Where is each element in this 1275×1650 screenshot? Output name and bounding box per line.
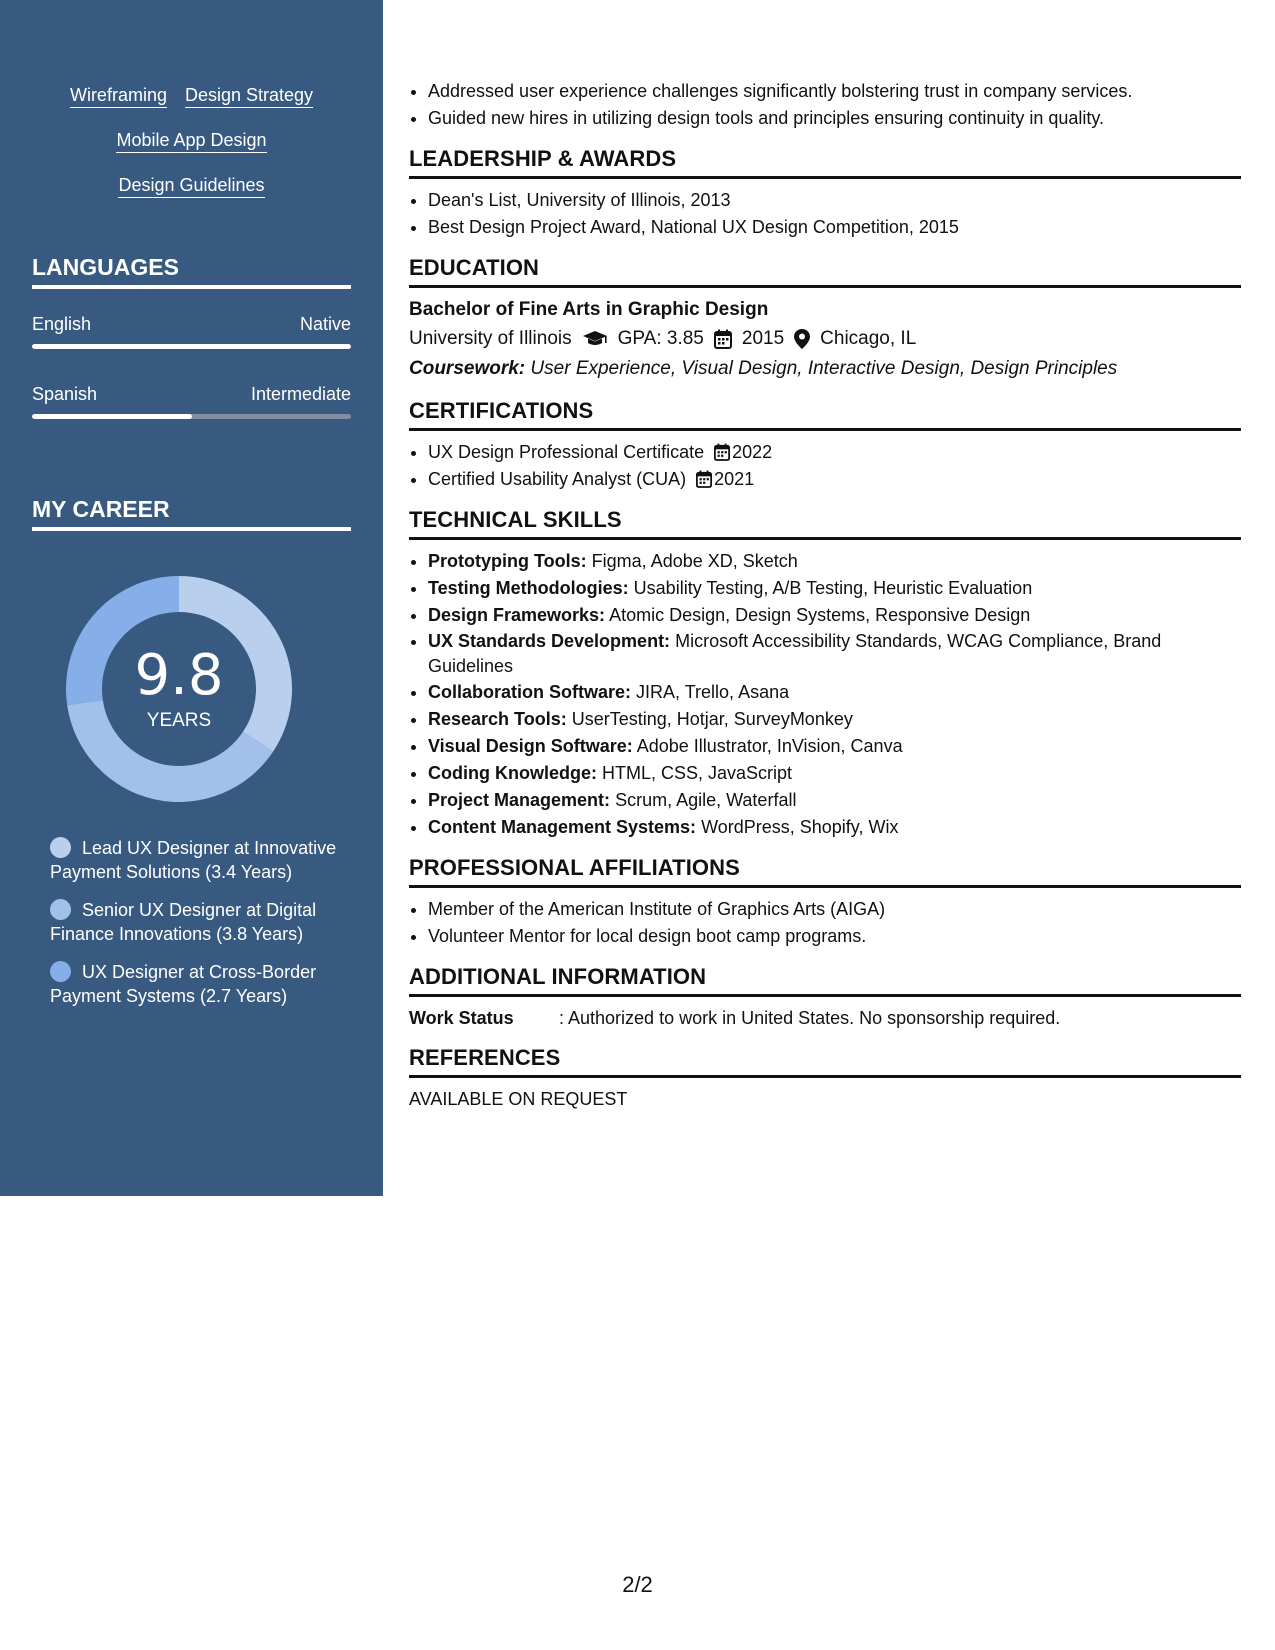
work-status-row xyxy=(409,1005,1241,1031)
main-content xyxy=(409,78,1241,1112)
career-legend xyxy=(50,836,350,1022)
education-section xyxy=(409,255,1241,384)
certification-name: UX Design Professional Certificate xyxy=(428,442,705,462)
tech-skill-value: Scrum, Agile, Waterfall xyxy=(615,790,797,810)
career-total-unit: YEARS xyxy=(146,710,212,731)
affiliations-section xyxy=(409,855,1241,950)
experience-bullet: • Guided new hires in utilizing design tools and principles ensuring continuity in quality. xyxy=(428,105,1241,132)
experience-bullet: • Addressed user experience challenges significantly bolstering trust in company services. xyxy=(428,78,1241,105)
tech-skill-label: Testing Methodologies: xyxy=(428,578,629,598)
certification-name: Certified Usability Analyst (CUA) xyxy=(428,469,687,489)
coursework-label: Coursework: xyxy=(409,358,526,379)
page-number: 2/2 xyxy=(622,1572,653,1597)
tech-skill-item xyxy=(428,706,1241,733)
legend-dot-icon xyxy=(50,899,71,920)
certification-item xyxy=(428,466,1241,493)
tech-skill-label: Coding Knowledge: xyxy=(428,763,597,783)
references-section xyxy=(409,1045,1241,1112)
legend-dot-icon xyxy=(50,961,71,982)
language-row xyxy=(32,314,351,335)
tech-skill-value: Figma, Adobe XD, Sketch xyxy=(591,551,798,571)
skill-tag: Design Strategy xyxy=(185,84,313,108)
leadership-item: • Dean's List, University of Illinois, 2013 xyxy=(428,187,1241,214)
map-pin-icon xyxy=(794,329,810,349)
education-degree: Bachelor of Fine Arts in Graphic Design xyxy=(409,299,769,320)
language-bar xyxy=(32,414,351,419)
tech-skill-label: Prototyping Tools: xyxy=(428,551,587,571)
graduation-cap-icon xyxy=(582,330,608,348)
career-legend-item xyxy=(50,960,350,1008)
language-row xyxy=(32,384,351,405)
career-legend-text: UX Designer at Cross-Border Payment Systems (2.7 Years) xyxy=(50,962,317,1006)
skill-tag: Design Guidelines xyxy=(118,174,264,198)
tech-skill-label: Content Management Systems: xyxy=(428,817,697,837)
sidebar xyxy=(0,0,383,1196)
career-donut-chart xyxy=(66,576,292,802)
tech-skill-label: Collaboration Software: xyxy=(428,682,632,702)
experience-bullets xyxy=(409,78,1241,132)
tech-skill-item xyxy=(428,733,1241,760)
affiliation-item: • Member of the American Institute of Graphics Arts (AIGA) xyxy=(428,896,1241,923)
career-legend-text: Lead UX Designer at Innovative Payment Solutions (3.4 Years) xyxy=(50,838,337,882)
tech-skill-label: UX Standards Development: xyxy=(428,631,671,651)
education-location: Chicago, IL xyxy=(820,328,917,349)
education-title: EDUCATION xyxy=(409,255,1241,288)
calendar-icon xyxy=(714,443,730,461)
career-legend-text: Senior UX Designer at Digital Finance Innovations (3.8 Years) xyxy=(50,900,317,944)
references-text: AVAILABLE ON REQUEST xyxy=(409,1089,628,1109)
language-level: Intermediate xyxy=(250,384,351,404)
calendar-icon xyxy=(714,329,732,349)
certification-year: 2022 xyxy=(732,442,773,462)
legend-dot-icon xyxy=(50,837,71,858)
additional-info-section xyxy=(409,964,1241,1031)
tech-skill-item xyxy=(428,814,1241,841)
leadership-section xyxy=(409,146,1241,241)
tech-skill-label: Project Management: xyxy=(428,790,611,810)
tech-skill-value: JIRA, Trello, Asana xyxy=(636,682,790,702)
tech-skill-item xyxy=(428,575,1241,602)
affiliation-item: • Volunteer Mentor for local design boot camp programs. xyxy=(428,923,1241,950)
affiliations-title: PROFESSIONAL AFFILIATIONS xyxy=(409,855,1241,888)
career-heading: MY CAREER xyxy=(32,496,351,531)
tech-skill-label: Design Frameworks: xyxy=(428,605,606,625)
leadership-item: • Best Design Project Award, National UX Design Competition, 2015 xyxy=(428,214,1241,241)
references-title: REFERENCES xyxy=(409,1045,1241,1078)
tech-skill-item xyxy=(428,548,1241,575)
tech-skill-label: Research Tools: xyxy=(428,709,567,729)
education-school: University of Illinois xyxy=(409,328,572,349)
tech-skill-value: HTML, CSS, JavaScript xyxy=(602,763,793,783)
education-details xyxy=(409,324,1241,354)
skill-tag: Mobile App Design xyxy=(116,129,266,153)
skill-tag: Wireframing xyxy=(70,84,167,108)
work-status-label: Work Status xyxy=(409,1008,514,1028)
language-bar-fill xyxy=(32,344,351,349)
language-name: English xyxy=(32,314,92,334)
tech-skill-value: Atomic Design, Design Systems, Responsive Design xyxy=(609,605,1031,625)
language-bar-fill xyxy=(32,414,192,419)
certifications-section xyxy=(409,398,1241,493)
calendar-icon xyxy=(696,470,712,488)
tech-skill-item xyxy=(428,679,1241,706)
career-legend-item xyxy=(50,836,350,884)
certification-item xyxy=(428,439,1241,466)
tech-skill-value: WordPress, Shopify, Wix xyxy=(701,817,899,837)
tech-skill-value: Microsoft Accessibility Standards, WCAG Compliance, Brand Guidelines xyxy=(428,631,1162,676)
donut-center xyxy=(66,576,292,802)
tech-skill-item xyxy=(428,629,1241,679)
work-status-value: : Authorized to work in United States. No sponsorship required. xyxy=(559,1008,1061,1028)
career-legend-item xyxy=(50,898,350,946)
languages-heading: LANGUAGES xyxy=(32,254,351,289)
tech-skill-item xyxy=(428,602,1241,629)
education-year: 2015 xyxy=(741,328,785,349)
education-coursework xyxy=(409,354,1241,384)
certifications-title: CERTIFICATIONS xyxy=(409,398,1241,431)
coursework-value: User Experience, Visual Design, Interactive Design, Design Principles xyxy=(530,358,1118,379)
additional-info-title: ADDITIONAL INFORMATION xyxy=(409,964,1241,997)
tech-skill-value: Usability Testing, A/B Testing, Heuristic Evaluation xyxy=(633,578,1033,598)
tech-skill-item xyxy=(428,787,1241,814)
tech-skill-item xyxy=(428,760,1241,787)
tech-skill-value: UserTesting, Hotjar, SurveyMonkey xyxy=(571,709,853,729)
career-total-years: 9.8 xyxy=(134,643,224,708)
skills-tags xyxy=(0,84,383,219)
tech-skill-value: Adobe Illustrator, InVision, Canva xyxy=(636,736,903,756)
tech-skill-label: Visual Design Software: xyxy=(428,736,633,756)
language-bar xyxy=(32,344,351,349)
language-level: Native xyxy=(299,314,351,334)
certification-year: 2021 xyxy=(714,469,755,489)
education-gpa: GPA: 3.85 xyxy=(617,328,704,349)
technical-skills-section xyxy=(409,507,1241,841)
leadership-title: LEADERSHIP & AWARDS xyxy=(409,146,1241,179)
language-name: Spanish xyxy=(32,384,98,404)
technical-skills-title: TECHNICAL SKILLS xyxy=(409,507,1241,540)
